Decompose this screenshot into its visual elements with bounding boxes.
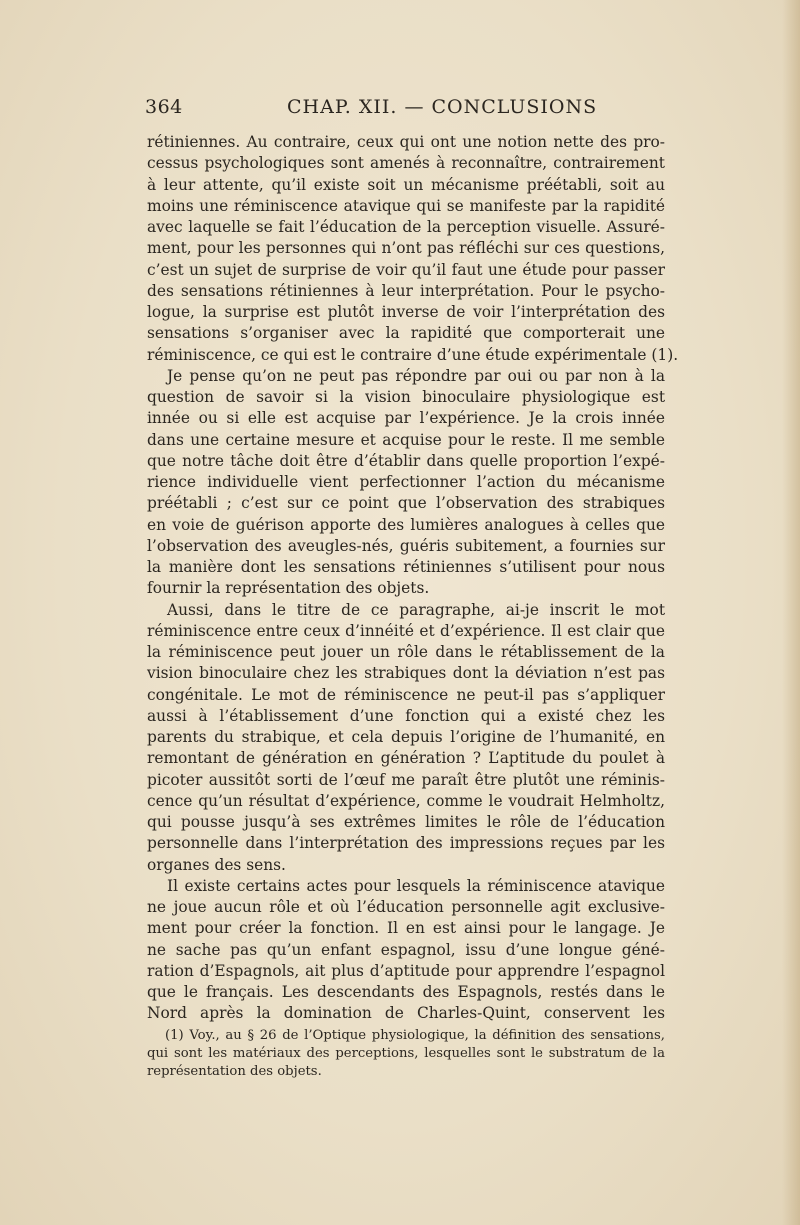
text-line: vision binoculaire chez les strabiques dont la déviation n’est pas xyxy=(147,664,665,683)
text-line: ment pour créer la fonction. Il en est ainsi pour le langage. Je xyxy=(147,919,665,938)
page-number: 364 xyxy=(145,96,183,118)
text-line: cessus psychologiques sont amenés à reconnaître, contrairement xyxy=(147,154,665,173)
footnote-line: (1) Voy., au § 26 de l’Optique physiologique, la définition des sensations, xyxy=(165,1028,665,1043)
text-line: picoter aussitôt sorti de l’œuf me paraît être plutôt une réminis- xyxy=(147,770,665,789)
text-line: ne joue aucun rôle et où l’éducation personnelle agit exclusive- xyxy=(147,898,665,916)
text-line: Nord après la domination de Charles-Quint, conservent les xyxy=(147,1004,665,1023)
text-line: en voie de guérison apporte des lumières analogues à celles que xyxy=(147,515,665,534)
running-title: CHAP. XII. — CONCLUSIONS xyxy=(287,96,598,118)
footnote-line: qui sont les matériaux des perceptions, lesquelles sont le substratum de la xyxy=(147,1046,665,1061)
text-line: que le français. Les descendants des Espagnols, restés dans le xyxy=(147,983,665,1001)
running-head xyxy=(145,96,665,122)
text-line: dans une certaine mesure et acquise pour le reste. Il me semble xyxy=(147,430,665,449)
text-line: ment, pour les personnes qui n’ont pas réfléchi sur ces questions, xyxy=(147,239,665,258)
text-line: Il existe certains actes pour lesquels la réminiscence atavique xyxy=(167,876,665,895)
text-line: rétiniennes. Au contraire, ceux qui ont une notion nette des pro- xyxy=(147,133,665,151)
text-line: logue, la surprise est plutôt inverse de voir l’interprétation des xyxy=(147,303,665,321)
page-edge-shadow xyxy=(782,0,800,1225)
text-line: organes des sens. xyxy=(147,855,286,874)
text-line: parents du strabique, et cela depuis l’origine de l’humanité, en xyxy=(147,728,665,746)
text-line: avec laquelle se fait l’éducation de la perception visuelle. Assuré- xyxy=(147,218,665,236)
text-line: remontant de génération en génération ? L’aptitude du poulet à xyxy=(147,749,665,768)
text-line: l’observation des aveugles-nés, guéris subitement, a fournies sur xyxy=(147,536,665,555)
text-line: personnelle dans l’interprétation des impressions reçues par les xyxy=(147,834,665,853)
footnotes xyxy=(147,1027,665,1081)
text-line: ration d’Espagnols, ait plus d’aptitude pour apprendre l’espagnol xyxy=(147,961,665,980)
text-line: moins une réminiscence atavique qui se manifeste par la rapidité xyxy=(147,196,665,215)
footnote-line: représentation des objets. xyxy=(147,1064,322,1079)
text-line: c’est un sujet de surprise de voir qu’il faut une étude pour passer xyxy=(147,260,665,279)
text-line: des sensations rétiniennes à leur interprétation. Pour le psycho- xyxy=(147,281,665,300)
text-line: la manière dont les sensations rétiniennes s’utilisent pour nous xyxy=(147,558,665,576)
body-text xyxy=(147,132,679,1025)
text-line: Je pense qu’on ne peut pas répondre par oui ou par non à la xyxy=(167,366,665,385)
text-line: fournir la représentation des objets. xyxy=(147,579,430,598)
text-line: qui pousse jusqu’à ses extrêmes limites le rôle de l’éducation xyxy=(147,813,665,831)
text-line: cence qu’un résultat d’expérience, comme le voudrait Helmholtz, xyxy=(147,791,665,810)
text-line: à leur attente, qu’il existe soit un mécanisme préétabli, soit au xyxy=(147,175,665,194)
text-line: innée ou si elle est acquise par l’expérience. Je la crois innée xyxy=(147,409,665,428)
text-line: que notre tâche doit être d’établir dans quelle proportion l’expé- xyxy=(147,451,665,470)
text-line: aussi à l’établissement d’une fonction qui a existé chez les xyxy=(147,706,665,725)
text-line: Aussi, dans le titre de ce paragraphe, ai-je inscrit le mot xyxy=(167,600,665,619)
text-line: sensations s’organiser avec la rapidité que comporterait une xyxy=(147,324,665,343)
text-line: rience individuelle vient perfectionner l’action du mécanisme xyxy=(147,473,665,491)
text-line: réminiscence, ce qui est le contraire d’une étude expérimentale (1). xyxy=(147,345,679,364)
text-line: la réminiscence peut jouer un rôle dans le rétablissement de la xyxy=(147,643,665,661)
text-line: question de savoir si la vision binoculaire physiologique est xyxy=(147,388,665,406)
text-line: congénitale. Le mot de réminiscence ne peut-il pas s’appliquer xyxy=(147,685,665,704)
text-line: ne sache pas qu’un enfant espagnol, issu d’une longue géné- xyxy=(147,940,665,959)
text-line: préétabli ; c’est sur ce point que l’observation des strabiques xyxy=(147,494,665,513)
text-line: réminiscence entre ceux d’innéité et d’expérience. Il est clair que xyxy=(147,621,665,640)
